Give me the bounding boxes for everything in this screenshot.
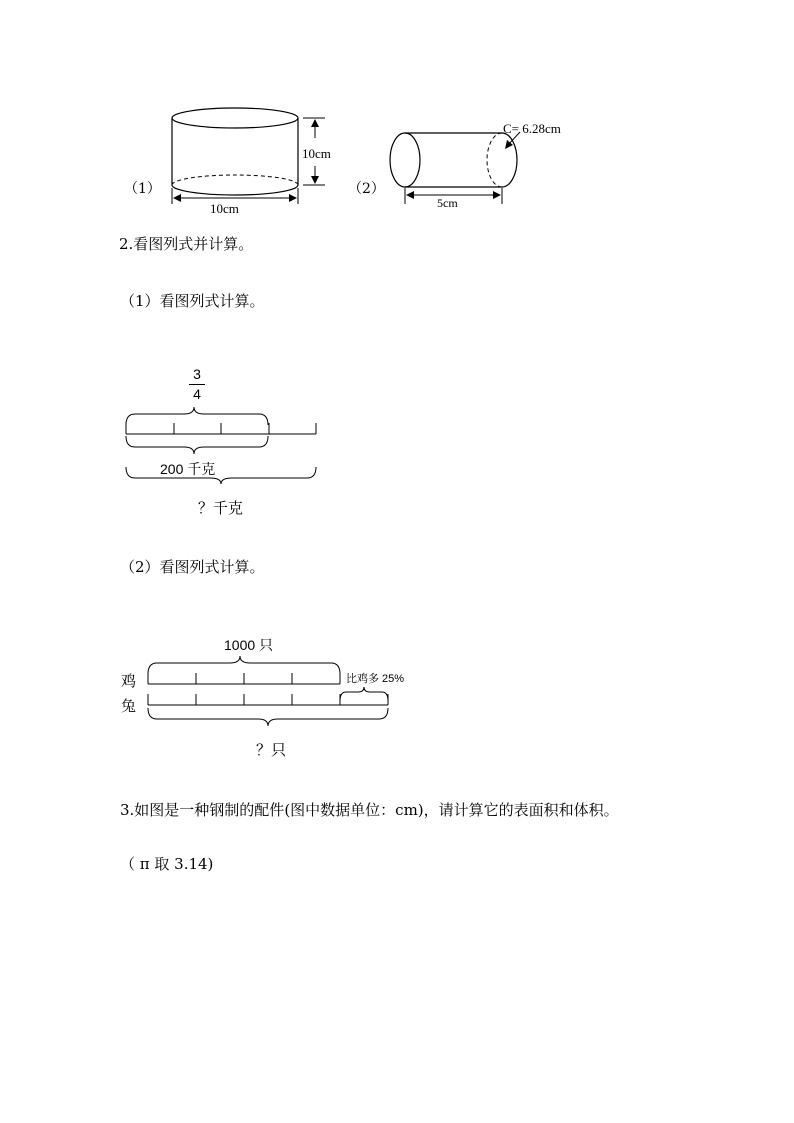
question-2-title: 2.看图列式并计算。: [119, 235, 254, 253]
fraction-numerator: 3: [193, 366, 201, 382]
length-label: 5cm: [437, 196, 458, 210]
figure-1-label: （1）: [124, 181, 161, 197]
top-brace: [126, 407, 268, 425]
right-end-hidden-arc: [487, 133, 502, 187]
width-label: 10cm: [210, 201, 239, 216]
question-2-2-title: （2）看图列式计算。: [120, 558, 265, 576]
cylinder-top-ellipse: [172, 108, 298, 128]
cylinder-bottom-visible-arc: [172, 185, 298, 195]
extra-brace: [340, 687, 388, 701]
length-arrowhead-right: [493, 191, 501, 199]
bottom-brace: [126, 467, 316, 484]
rabbit-label: 兔: [121, 697, 137, 715]
question-3-title: 3.如图是一种钢制的配件(图中数据单位：cm)，请计算它的表面积和体积。: [120, 801, 619, 819]
height-label: 10cm: [302, 146, 331, 161]
height-arrowhead-down: [311, 176, 319, 184]
right-end-visible-arc: [502, 133, 517, 187]
cylinder-bottom-hidden-arc: [172, 175, 298, 185]
unknown-rabbit-label: ？只: [256, 742, 287, 759]
chicken-count-label: 1000 只: [224, 637, 274, 653]
fraction-denominator: 4: [193, 386, 201, 402]
unknown-weight-label: ？千克: [198, 500, 244, 517]
known-weight-label: 200 千克: [160, 461, 216, 477]
width-arrowhead-right: [289, 194, 297, 202]
length-arrowhead-left: [406, 191, 414, 199]
left-end-ellipse: [390, 133, 420, 187]
question-2-1-title: （1）看图列式计算。: [120, 292, 265, 310]
rabbit-bottom-brace: [148, 708, 388, 726]
segment-diagram-1: [118, 405, 328, 485]
circumference-label: C= 6.28cm: [503, 121, 561, 136]
chicken-label: 鸡: [121, 672, 137, 690]
width-arrowhead-left: [173, 194, 181, 202]
figure-2-label: （2）: [348, 181, 385, 197]
question-3-note: （ π 取 3.14): [120, 855, 214, 873]
height-arrowhead-up: [311, 119, 319, 127]
fraction-bar: [189, 384, 205, 385]
middle-brace: [126, 436, 268, 454]
fraction-3-4: [185, 367, 209, 401]
more-than-chicken-label: 比鸡多 25%: [346, 673, 405, 685]
chicken-top-brace: [148, 656, 340, 674]
segment-diagram-2: [140, 652, 400, 744]
